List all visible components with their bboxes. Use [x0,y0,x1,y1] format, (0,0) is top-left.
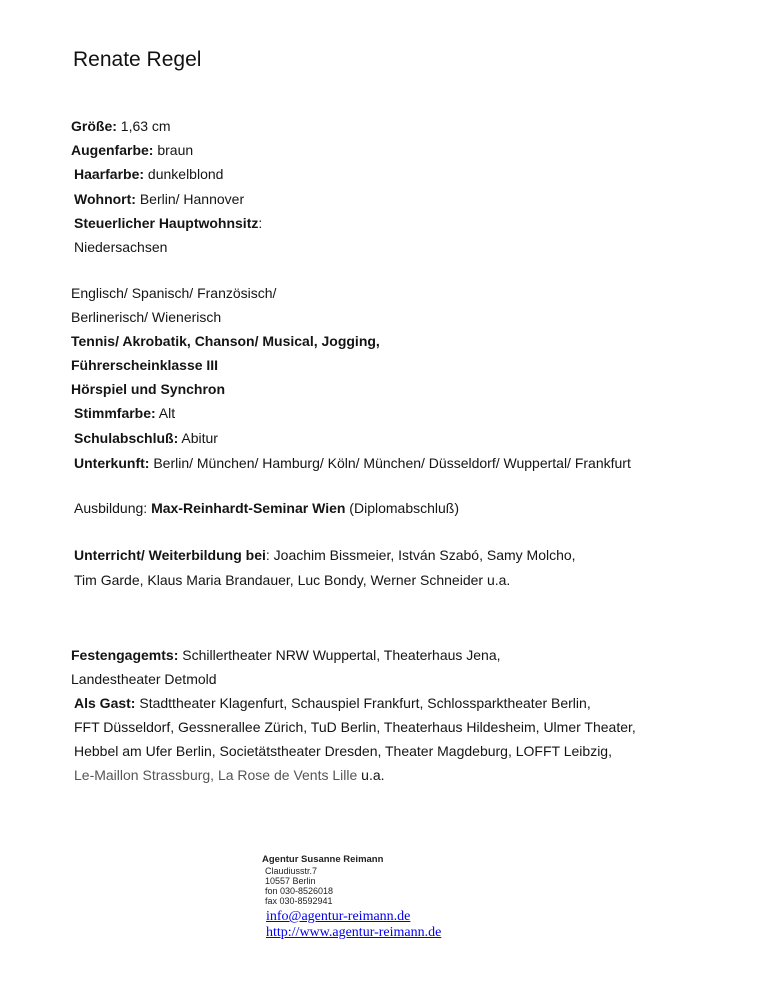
guest-line-1: Als Gast: Stadttheater Klagenfurt, Schauspiel Frankfurt, Schlossparktheater Berlin, [74,695,591,711]
voice-line [74,405,175,422]
eye-color-value: braun [153,142,194,158]
school-line [74,430,218,447]
lodging-label: Unterkunft: [74,455,150,471]
hair-color-label: Haarfarbe: [74,166,145,182]
school-label: Schulabschluß: [74,430,179,446]
eye-color-line [71,142,193,159]
dialects-line: Berlinerisch/ Wienerisch [71,309,222,325]
fixed-engagements-line-2: Landestheater Detmold [71,671,217,687]
height-label: Größe: [71,118,117,134]
hair-color-value: dunkelblond [144,166,224,182]
residence-value: Berlin/ Hannover [135,191,245,207]
agency-city: 10557 Berlin [265,876,316,886]
agency-name: Agentur Susanne Reimann [262,854,384,865]
school-value: Abitur [178,430,218,446]
tax-residence-label: Steuerlicher Hauptwohnsitz [74,215,259,231]
audio-line: Hörspiel und Synchron [71,381,226,397]
residence-label: Wohnort: [74,191,136,207]
eye-color-label: Augenfarbe: [71,142,154,158]
tax-residence-value: Niedersachsen [74,239,168,255]
height-value: 1,63 cm [116,118,171,134]
hair-color-line [74,166,223,183]
training-teachers-1: : Joachim Bissmeier, István Szabó, Samy Molcho, [265,547,576,563]
fixed-engagements-label: Festengagemts: [71,647,179,663]
agency-phone: fon 030-8526018 [265,886,334,896]
agency-website-link[interactable]: http://www.agentur-reimann.de [266,925,442,940]
sports-line: Tennis/ Akrobatik, Chanson/ Musical, Jogging, [71,333,380,349]
lodging-line [74,455,631,472]
education-school: Max-Reinhardt-Seminar Wien [151,500,346,516]
voice-value: Alt [155,405,176,421]
page-title: Renate Regel [73,48,202,71]
fixed-engagements-line-1: Festengagemts: Schillertheater NRW Wuppertal, Theaterhaus Jena, [71,647,501,663]
guest-label: Als Gast: [74,695,136,711]
height-line [71,118,171,135]
tax-residence-line: Steuerlicher Hauptwohnsitz: [74,215,263,231]
agency-fax: fax 030-8592941 [265,896,333,906]
guest-line-3: Hebbel am Ufer Berlin, Societätstheater Dresden, Theater Magdeburg, LOFFT Leibzig, [74,743,612,759]
lodging-value: Berlin/ München/ Hamburg/ Köln/ München/ Düsseldorf/ Wuppertal/ Frankfurt [149,455,631,471]
education-line [74,500,459,517]
training-line-2: Tim Garde, Klaus Maria Brandauer, Luc Bondy, Werner Schneider u.a. [74,572,511,588]
agency-street: Claudiusstr.7 [265,866,318,876]
voice-label: Stimmfarbe: [74,405,156,421]
residence-line [74,191,244,208]
guest-line-2: FFT Düsseldorf, Gessnerallee Zürich, TuD Berlin, Theaterhaus Hildesheim, Ulmer Theater, [74,719,636,735]
guest-line-4: Le-Maillon Strassburg, La Rose de Vents Lille u.a. [74,767,385,783]
education-note: (Diplomabschluß) [345,500,460,516]
agency-email-link[interactable]: info@agentur-reimann.de [266,909,411,924]
languages-line: Englisch/ Spanisch/ Französisch/ [71,285,277,301]
education-label: Ausbildung: [74,500,152,516]
training-label: Unterricht/ Weiterbildung bei [74,547,266,563]
license-line: Führerscheinklasse III [71,357,219,373]
training-line-1 [74,547,576,564]
